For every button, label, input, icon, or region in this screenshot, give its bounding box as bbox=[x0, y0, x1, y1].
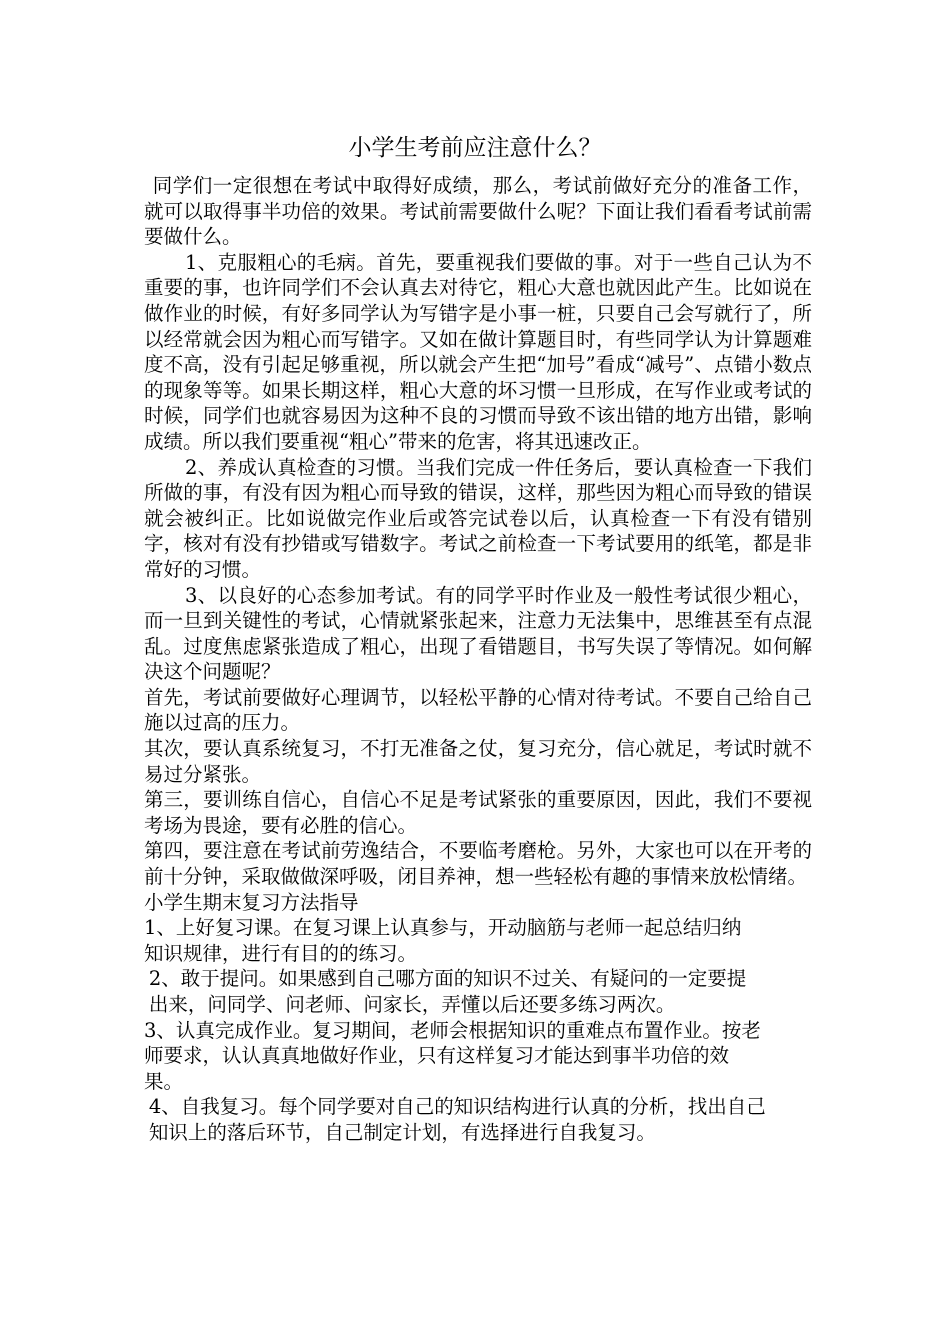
step-2-paragraph: 其次，要认真系统复习，不打无准备之仗，复习充分，信心就足，考试时就不易过分紧张。 bbox=[144, 737, 812, 786]
point-3-paragraph: 3、以良好的心态参加考试。有的同学平时作业及一般性考试很少粗心，而一旦到关键性的考试，心情就紧张起来，注意力无法集中，思维甚至有点混乱。过度焦虑紧张造成了粗心，出现了看错题目，书写失误了等情况。如何解决这个问题呢？ bbox=[144, 583, 812, 684]
review-guide-section bbox=[144, 890, 812, 1146]
guide-item-3: 3、认真完成作业。复习期间，老师会根据知识的重难点布置作业。按老师要求，认认真真地做好作业，只有这样复习才能达到事半功倍的效果。 bbox=[144, 1018, 761, 1093]
document-body bbox=[144, 173, 812, 1146]
point-1-paragraph: 1、克服粗心的毛病。首先，要重视我们要做的事。对于一些自己认为不重要的事，也许同学们不会认真去对待它，粗心大意也就因此产生。比如说在做作业的时候，有好多同学认为写错字是小事一桩，只要自己会写就行了，所以经常就会因为粗心而写错字。又如在做计算题目时，有些同学认为计算题难度不高，没有引起足够重视，所以就会产生把“加号”看成“减号”、点错小数点的现象等等。如果长期这样，粗心大意的坏习惯一旦形成，在写作业或考试的时候，同学们也就容易因为这种不良的习惯而导致不该出错的地方出错，影响成绩。所以我们要重视“粗心”带来的危害，将其迅速改正。 bbox=[144, 250, 812, 453]
guide-item-1: 1、上好复习课。在复习课上认真参与，开动脑筋与老师一起总结归纳知识规律，进行有目的的练习。 bbox=[144, 916, 742, 965]
intro-paragraph: 同学们一定很想在考试中取得好成绩，那么，考试前做好充分的准备工作，就可以取得事半功倍的效果。考试前需要做什么呢？下面让我们看看考试前需要做什么。 bbox=[144, 174, 812, 249]
step-1-paragraph: 首先，考试前要做好心理调节，以轻松平静的心情对待考试。不要自己给自己施以过高的压力。 bbox=[144, 685, 812, 735]
step-3-paragraph: 第三，要训练自信心，自信心不足是考试紧张的重要原因，因此，我们不要视考场为畏途，要有必胜的信心。 bbox=[144, 788, 812, 837]
guide-title: 小学生期末复习方法指导 bbox=[144, 890, 359, 914]
document-title: 小学生考前应注意什么？ bbox=[348, 135, 602, 161]
step-4-paragraph: 第四，要注意在考试前劳逸结合，不要临考磨枪。另外，大家也可以在开考的前十分钟，采取做做深呼吸，闭目养神，想一些轻松有趣的事情来放松情绪。 bbox=[144, 839, 812, 889]
guide-item-2: 2、敢于提问。如果感到自己哪方面的知识不过关、有疑问的一定要提出来，问同学、问老师、问家长，弄懂以后还要多练习两次。 bbox=[148, 967, 747, 1016]
point-2-paragraph: 2、养成认真检查的习惯。当我们完成一件任务后，要认真检查一下我们所做的事，有没有因为粗心而导致的错误，这样，那些因为粗心而导致的错误就会被纠正。比如说做完作业后或答完试卷以后，认真检查一下有没有错别字，核对有没有抄错或写错数字。考试之前检查一下考试要用的纸笔，都是非常好的习惯。 bbox=[144, 455, 812, 581]
guide-item-4: 4、自我复习。每个同学要对自己的知识结构进行认真的分析，找出自己知识上的落后环节，自己制定计划，有选择进行自我复习。 bbox=[148, 1095, 766, 1144]
